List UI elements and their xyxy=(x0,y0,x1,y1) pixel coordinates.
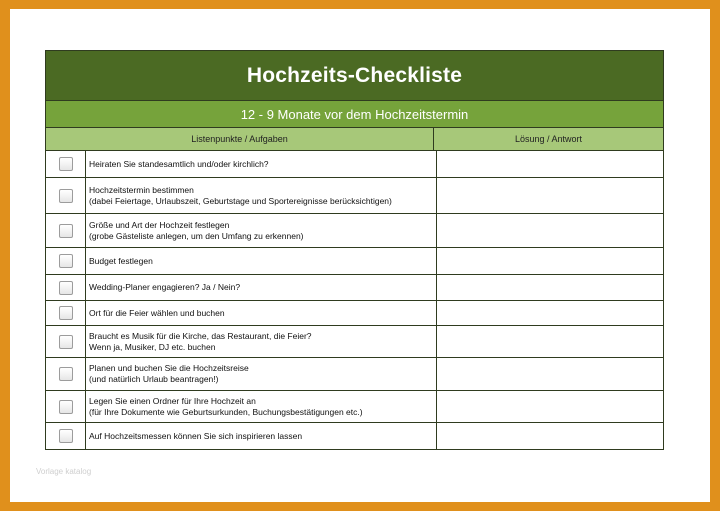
answer-cell[interactable] xyxy=(437,248,663,274)
answer-cell[interactable] xyxy=(437,178,663,213)
checklist-row xyxy=(46,214,663,248)
checklist-row xyxy=(46,326,663,358)
checkbox[interactable] xyxy=(59,429,73,443)
task-text xyxy=(86,423,437,449)
task-text xyxy=(86,275,437,300)
task-text xyxy=(86,214,437,247)
column-header-tasks: Listenpunkte / Aufgaben xyxy=(46,128,434,150)
column-header-row xyxy=(46,128,663,151)
task-line-1: Ort für die Feier wählen und buchen xyxy=(89,307,225,318)
task-line-1: Auf Hochzeitsmessen können Sie sich inspirieren lassen xyxy=(89,430,303,441)
checklist-row xyxy=(46,275,663,301)
task-line-1: Größe und Art der Hochzeit festlegen xyxy=(89,219,230,230)
task-line-2: (für Ihre Dokumente wie Geburtsurkunden, Buchungsbestätigungen etc.) xyxy=(89,406,363,417)
task-text xyxy=(86,151,437,177)
task-line-1: Braucht es Musik für die Kirche, das Restaurant, die Feier? xyxy=(89,330,312,341)
watermark-text: Vorlage katalog xyxy=(36,467,92,476)
checklist-subtitle: 12 - 9 Monate vor dem Hochzeitstermin xyxy=(46,101,663,128)
checklist-row xyxy=(46,301,663,326)
checklist-table xyxy=(45,50,664,450)
checkbox[interactable] xyxy=(59,367,73,381)
checkbox[interactable] xyxy=(59,335,73,349)
checklist-title: Hochzeits-Checkliste xyxy=(46,51,663,101)
answer-cell[interactable] xyxy=(437,275,663,300)
checkbox[interactable] xyxy=(59,400,73,414)
checklist-row xyxy=(46,391,663,423)
checkbox[interactable] xyxy=(59,306,73,320)
checklist-row xyxy=(46,423,663,449)
task-text xyxy=(86,326,437,357)
task-line-2: (und natürlich Urlaub beantragen!) xyxy=(89,374,219,384)
checkbox[interactable] xyxy=(59,281,73,295)
answer-cell[interactable] xyxy=(437,358,663,390)
checkbox[interactable] xyxy=(59,189,73,203)
answer-cell[interactable] xyxy=(437,391,663,422)
task-text xyxy=(86,248,437,274)
checklist-row xyxy=(46,151,663,178)
task-line-2: (dabei Feiertage, Urlaubszeit, Geburtstage und Sportereignisse berücksichtigen) xyxy=(89,195,392,206)
answer-cell[interactable] xyxy=(437,423,663,449)
answer-cell[interactable] xyxy=(437,301,663,325)
task-line-1: Wedding-Planer engagieren? Ja / Nein? xyxy=(89,282,241,292)
checkbox[interactable] xyxy=(59,254,73,268)
task-text xyxy=(86,301,437,325)
answer-cell[interactable] xyxy=(437,326,663,357)
task-line-2: (grobe Gästeliste anlegen, um den Umfang zu erkennen) xyxy=(89,230,304,241)
document-page xyxy=(10,9,710,502)
task-line-1: Budget festlegen xyxy=(89,255,153,266)
checkbox[interactable] xyxy=(59,224,73,238)
checklist-row xyxy=(46,178,663,214)
task-line-2: Wenn ja, Musiker, DJ etc. buchen xyxy=(89,341,216,352)
task-line-1: Planen und buchen Sie die Hochzeitsreise xyxy=(89,363,249,373)
checkbox[interactable] xyxy=(59,157,73,171)
answer-cell[interactable] xyxy=(437,151,663,177)
task-text xyxy=(86,358,437,390)
column-header-answer: Lösung / Antwort xyxy=(514,134,583,144)
task-line-1: Legen Sie einen Ordner für Ihre Hochzeit an xyxy=(89,395,256,406)
checklist-row xyxy=(46,358,663,391)
checklist-row xyxy=(46,248,663,275)
answer-cell[interactable] xyxy=(437,214,663,247)
task-text xyxy=(86,178,437,213)
task-text xyxy=(86,391,437,422)
task-line-1: Heiraten Sie standesamtlich und/oder kirchlich? xyxy=(89,158,269,169)
task-line-1: Hochzeitstermin bestimmen xyxy=(89,184,194,195)
